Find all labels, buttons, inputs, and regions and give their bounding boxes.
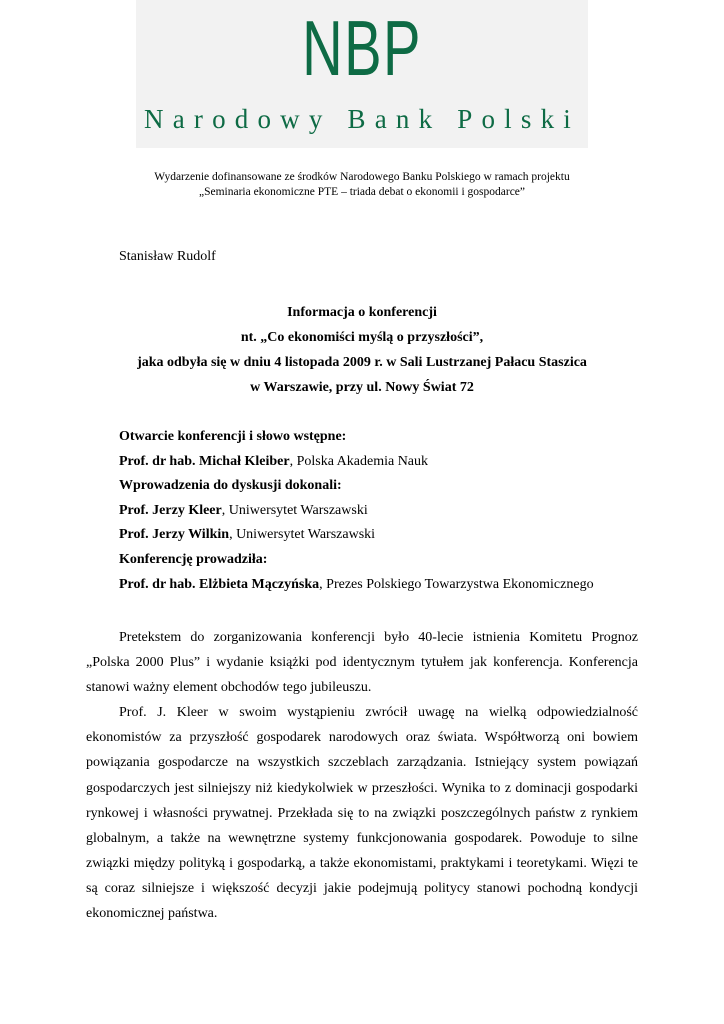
paragraph-2: Prof. J. Kleer w swoim wystąpieniu zwrócił uwagę na wielką odpowiedzialność ekonomistów za przyszłość gospodarek narodowych oraz świata. Współtworzą oni bowiem powiązania gospodarcze na wszystkich szczeblach zarządzania. Istniejący system powiązań gospodarczych jest silniejszy niż kiedykolwiek w przeszłości. Wynika to z dominacji gospodarki rynkowej i własności prywatnej. Przekłada się to na związki poszczególnych państw z rynkiem globalnym, a także na wewnętrzne systemy funkcjonowania gospodarek. Powoduje to silne związki między polityką i gospodarką, a także ekonomistami, praktykami i teoretykami. Więzi te są coraz silniejsze i większość decyzji jakie podejmują politycy stanowi pochodną kondycji ekonomicznej państwa. bbox=[86, 705, 638, 922]
chair-label: Konferencję prowadziła: bbox=[119, 551, 268, 567]
intro-label: Wprowadzenia do dyskusji dokonali: bbox=[119, 478, 342, 494]
opening-speaker-name: Prof. dr hab. Michał Kleiber bbox=[119, 453, 290, 469]
document-heading bbox=[0, 300, 724, 400]
chair-person-name: Prof. dr hab. Elżbieta Mączyńska bbox=[119, 576, 320, 592]
funding-line-2: „Seminaria ekonomiczne PTE – triada debat o ekonomii i gospodarce” bbox=[198, 186, 526, 198]
logo-bank-name: Narodowy Bank Polski bbox=[144, 104, 580, 134]
author-name: Stanisław Rudolf bbox=[119, 249, 216, 264]
funding-line-1: Wydarzenie dofinansowane ze środków Narodowego Banku Polskiego w ramach projektu bbox=[154, 171, 570, 183]
heading-line-1: Informacja o konferencji bbox=[287, 305, 437, 320]
nbp-logo bbox=[136, 0, 588, 148]
opening-label: Otwarcie konferencji i słowo wstępne: bbox=[119, 429, 347, 444]
participants-list bbox=[119, 425, 594, 597]
opening-speaker bbox=[119, 450, 594, 475]
intro-speaker-2-affiliation: , Uniwersytet Warszawski bbox=[229, 527, 376, 543]
opening-speaker-affiliation: , Polska Akademia Nauk bbox=[289, 453, 429, 469]
intro-speaker-1 bbox=[119, 499, 594, 524]
body-text bbox=[86, 625, 638, 926]
intro-speaker-2-name: Prof. Jerzy Wilkin bbox=[119, 527, 230, 543]
heading-line-3: jaka odbyła się w dniu 4 listopada 2009 r. w Sali Lustrzanej Pałacu Staszica bbox=[137, 355, 587, 370]
chair-person bbox=[119, 573, 594, 598]
intro-speaker-1-name: Prof. Jerzy Kleer bbox=[119, 502, 222, 518]
chair-person-affiliation: , Prezes Polskiego Towarzystwa Ekonomicznego bbox=[319, 576, 594, 592]
paragraph-1: Pretekstem do zorganizowania konferencji było 40-lecie istnienia Komitetu Prognoz „Polska 2000 Plus” i wydanie książki pod identycznym tytułem jak konferencja. Konferencja stanowi ważny element obchodów tego jubileuszu. bbox=[86, 630, 638, 696]
intro-speaker-2 bbox=[119, 523, 594, 548]
heading-line-2: nt. „Co ekonomiści myślą o przyszłości”, bbox=[240, 330, 484, 345]
logo-acronym: NBP bbox=[302, 4, 422, 92]
funding-notice bbox=[0, 170, 724, 200]
intro-speaker-1-affiliation: , Uniwersytet Warszawski bbox=[221, 502, 368, 518]
heading-line-4: w Warszawie, przy ul. Nowy Świat 72 bbox=[250, 380, 474, 395]
